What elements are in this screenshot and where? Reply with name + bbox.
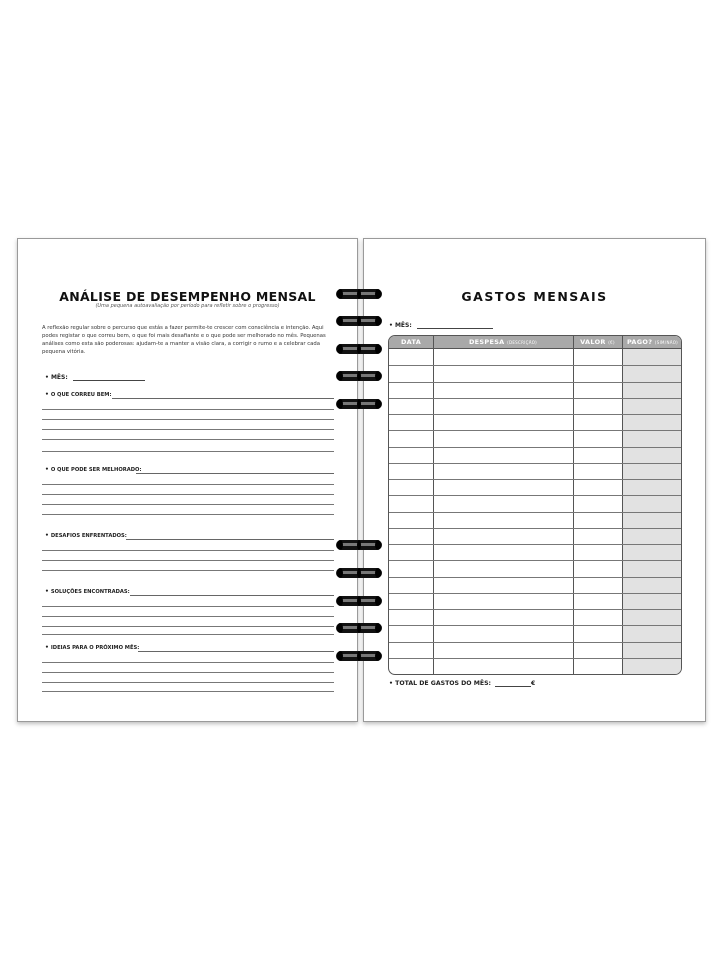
month-label: MÊS: (50, 374, 68, 381)
section-label-challenges: • DESAFIOS ENFRENTADOS: (45, 532, 127, 539)
header-date: DATA (400, 338, 422, 346)
left-page (17, 238, 358, 722)
bullet-icon: • (45, 374, 49, 381)
table-row[interactable] (389, 382, 681, 383)
write-line[interactable] (42, 514, 334, 515)
write-line[interactable] (42, 616, 334, 617)
expenses-table (388, 335, 682, 675)
header-paid: PAGO? (SIM/NÃO) (626, 338, 679, 346)
table-row[interactable] (389, 365, 681, 366)
table-row[interactable] (389, 430, 681, 431)
table-row[interactable] (389, 577, 681, 578)
column-divider (433, 336, 434, 674)
paid-column-shading (622, 336, 682, 674)
month-input-line[interactable] (417, 322, 493, 329)
binding-ring-icon (335, 287, 383, 301)
binding-ring-icon (335, 397, 383, 411)
table-row[interactable] (389, 479, 681, 480)
right-page (363, 238, 706, 722)
write-line[interactable] (42, 429, 334, 430)
table-row[interactable] (389, 447, 681, 448)
table-row[interactable] (389, 593, 681, 594)
month-field[interactable] (389, 322, 493, 329)
page-title: ANÁLISE DE DESEMPENHO MENSAL (59, 289, 316, 304)
section-label-solutions: • SOLUÇÕES ENCONTRADAS: (45, 588, 130, 595)
table-row[interactable] (389, 463, 681, 464)
column-divider (573, 336, 574, 674)
column-divider (622, 336, 623, 674)
write-line[interactable] (42, 682, 334, 683)
month-label: MÊS: (394, 322, 412, 329)
write-line[interactable] (42, 606, 334, 607)
write-line[interactable] (42, 439, 334, 440)
table-row[interactable] (389, 625, 681, 626)
write-line[interactable] (136, 473, 334, 474)
section-label-next-month: • IDEIAS PARA O PRÓXIMO MÊS: (45, 644, 140, 651)
table-row[interactable] (389, 642, 681, 643)
section-label-went-well: • O QUE CORREU BEM: (45, 391, 112, 398)
table-row[interactable] (389, 398, 681, 399)
table-row[interactable] (389, 528, 681, 529)
write-line[interactable] (42, 560, 334, 561)
table-row[interactable] (389, 544, 681, 545)
total-input-line[interactable] (495, 680, 531, 687)
bullet-icon: • (45, 532, 49, 539)
write-line[interactable] (42, 550, 334, 551)
binding-ring-icon (335, 369, 383, 383)
binding-ring-icon (335, 538, 383, 552)
table-row[interactable] (389, 495, 681, 496)
bullet-icon: • (45, 391, 49, 398)
write-line[interactable] (138, 651, 334, 652)
binding-ring-icon (335, 621, 383, 635)
write-line[interactable] (42, 691, 334, 692)
table-row[interactable] (389, 658, 681, 659)
write-line[interactable] (42, 626, 334, 627)
write-line[interactable] (42, 504, 334, 505)
table-row[interactable] (389, 560, 681, 561)
page-title: GASTOS MENSAIS (461, 289, 608, 304)
section-label-improve: • O QUE PODE SER MELHORADO: (45, 466, 142, 473)
write-line[interactable] (130, 595, 334, 596)
binding-ring-icon (335, 342, 383, 356)
bullet-icon: • (45, 588, 49, 595)
bullet-icon: • (389, 322, 393, 329)
write-line[interactable] (42, 494, 334, 495)
write-line[interactable] (112, 398, 334, 399)
month-input-line[interactable] (73, 374, 145, 381)
binding-ring-icon (335, 566, 383, 580)
binding-ring-icon (335, 594, 383, 608)
write-line[interactable] (42, 672, 334, 673)
bullet-icon: • (389, 680, 393, 687)
write-line[interactable] (42, 484, 334, 485)
header-value: VALOR (€) (580, 338, 615, 346)
table-row[interactable] (389, 414, 681, 415)
table-row[interactable] (389, 512, 681, 513)
write-line[interactable] (42, 451, 334, 452)
header-expense: DESPESA (DESCRIÇÃO) (468, 338, 538, 346)
write-line[interactable] (42, 662, 334, 663)
bullet-icon: • (45, 644, 49, 651)
bullet-icon: • (45, 466, 49, 473)
write-line[interactable] (126, 539, 334, 540)
binding-ring-icon (335, 649, 383, 663)
intro-paragraph: A reflexão regular sobre o percurso que estás a fazer permite-te crescer com consciência e intenção. Aqui podes registar o que correu bem, o que foi mais desafiante e o que pode ser melhorado no mês. Pequenas análises como esta são poderosas: ajudam-te a manter a visão clara, a corrigir o rumo e a celebrar cada pequena vitória. (42, 325, 326, 355)
total-field[interactable] (389, 680, 535, 687)
month-field[interactable] (45, 374, 145, 381)
binding-ring-icon (335, 314, 383, 328)
total-label: TOTAL DE GASTOS DO MÊS: (395, 680, 492, 687)
write-line[interactable] (42, 634, 334, 635)
write-line[interactable] (42, 419, 334, 420)
page-subtitle: (Uma pequena autoavaliação por período para refletir sobre o progresso) (95, 303, 280, 309)
currency-symbol: € (531, 680, 536, 687)
write-line[interactable] (42, 409, 334, 410)
write-line[interactable] (42, 570, 334, 571)
table-row[interactable] (389, 609, 681, 610)
